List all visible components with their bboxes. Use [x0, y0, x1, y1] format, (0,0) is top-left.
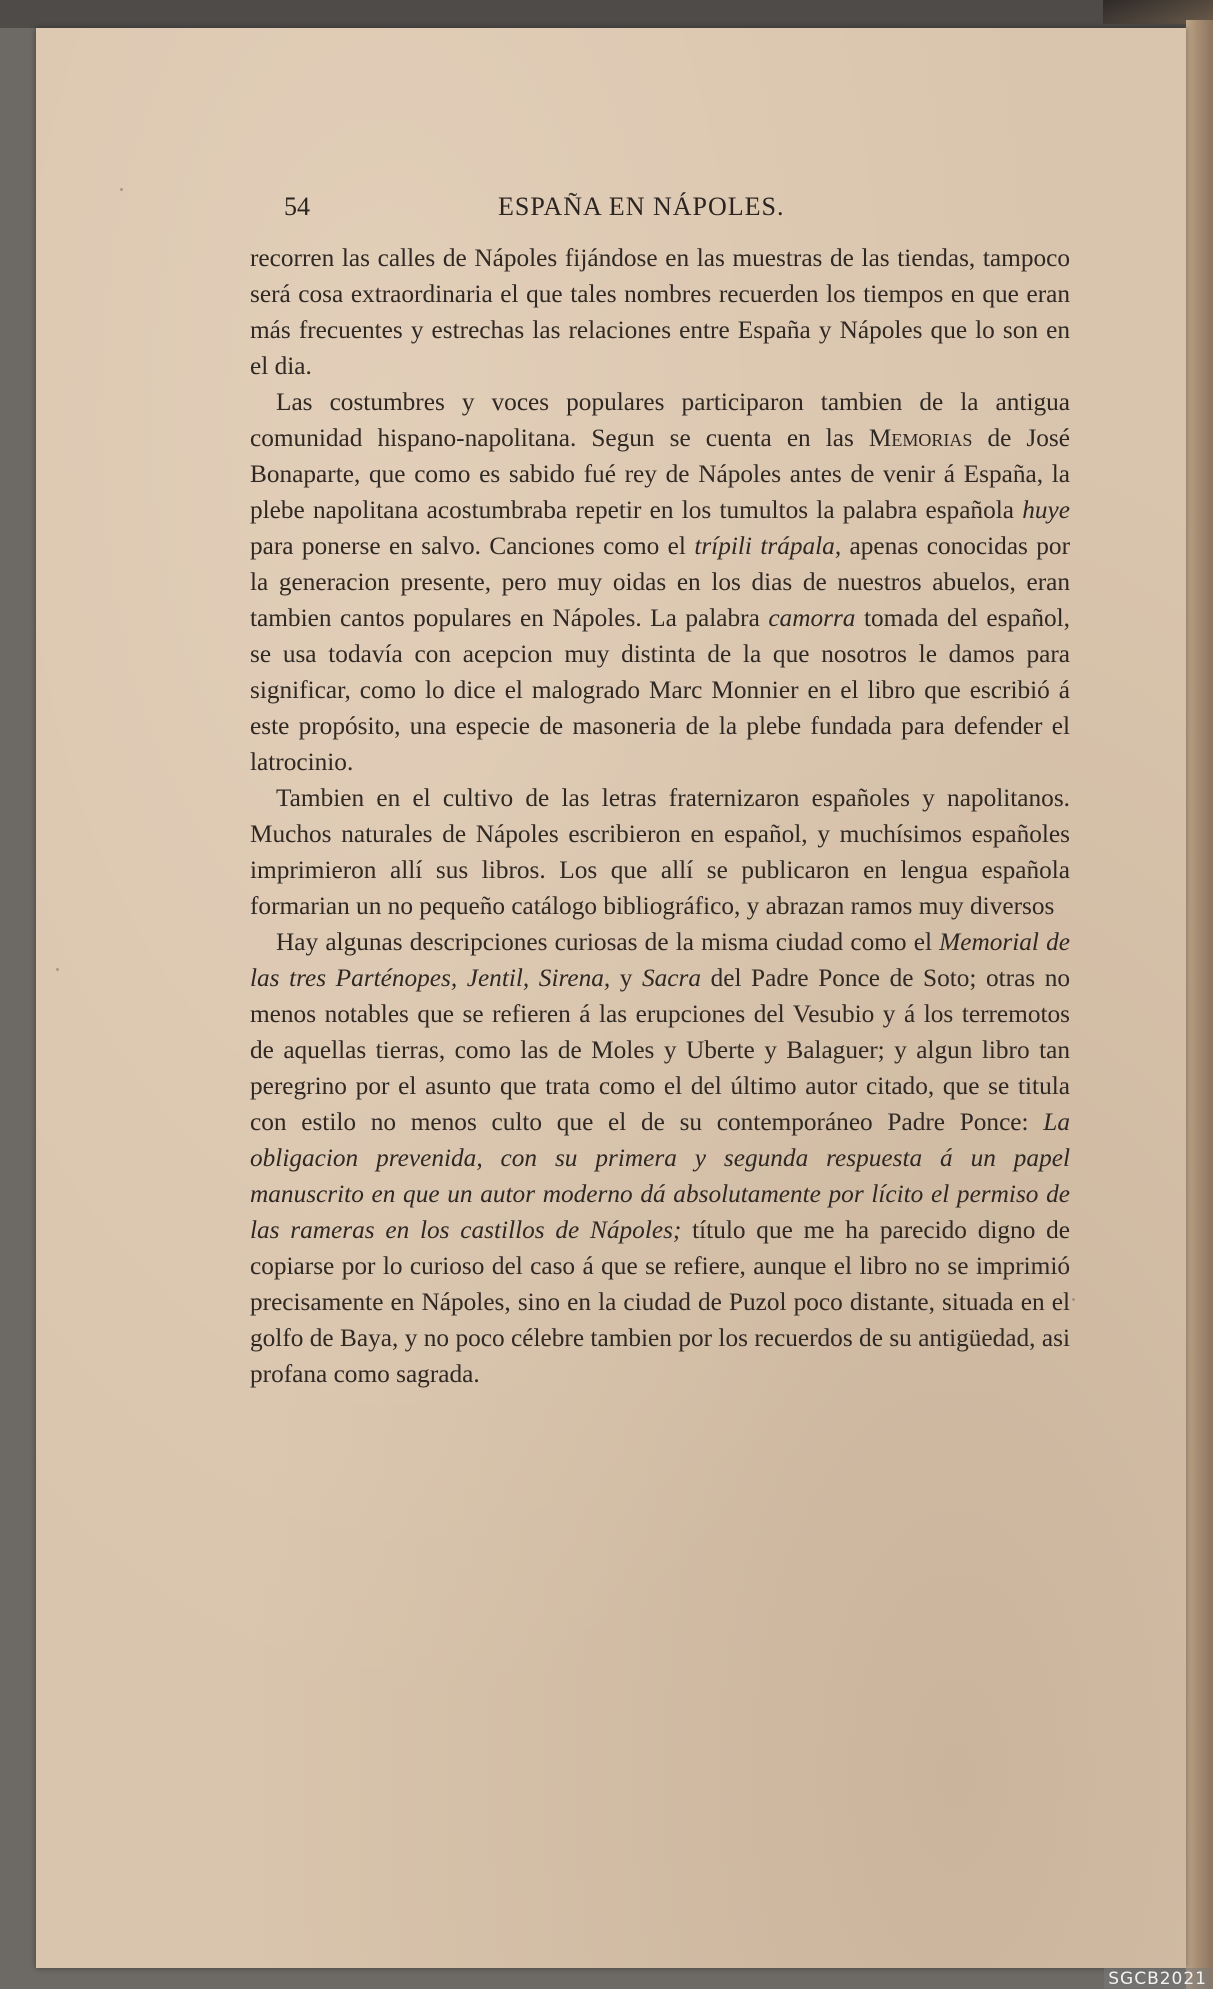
scan-background-top	[0, 0, 1213, 28]
page-number: 54	[284, 192, 310, 221]
archive-stamp: SGCB2021	[1104, 1968, 1211, 1989]
text-run: del Padre Ponce de Soto; otras no menos notables que se refieren á las erupciones del Vesubio y á los terremotos de aquellas tierras, como las de Moles y Uberte y Balaguer; y algun libro tan peregrino por el asunto que trata como el del último autor citado, que se titula con estilo no menos culto que el de su contemporáneo Padre Ponce:	[250, 964, 1070, 1136]
paragraph: Tambien en el cultivo de las letras fraternizaron españoles y napolitanos. Muchos naturales de Nápoles escribieron en español, y muchísimos españoles imprimieron allí sus libros. Los que allí se publicaron en lengua española formarian un no pequeño catálogo bibliográfico, y abrazan ramos muy diversos	[250, 784, 1070, 920]
paragraph	[250, 384, 1070, 780]
text-run: Hay algunas descripciones curiosas de la misma ciudad como el	[276, 928, 940, 956]
italic-text: camorra	[768, 604, 856, 632]
body-text	[250, 240, 1070, 1392]
italic-text: huye	[1022, 496, 1070, 524]
paper-speck	[1072, 1298, 1075, 1301]
text-run: apenas conocidas por la generacion presente, pero muy oidas en los dias de nuestros abuelos, eran tambien cantos populares en Nápoles. La palabra	[250, 532, 1071, 632]
italic-text: Memorial de las tres Parténopes, Jentil, Sirena,	[250, 928, 1070, 992]
text-run: para ponerse en salvo. Canciones como el	[250, 532, 695, 560]
text-run: de José Bonaparte, que como es sabido fué rey de Nápoles antes de venir á España, la plebe napolitana acostumbraba repetir en los tumultos la palabra española	[250, 424, 1070, 524]
text-run: tomada del español, se usa todavía con acepcion muy distinta de la que nosotros le damos para significar, como lo dice el malogrado Marc Monnier en el libro que escribió á este propósito, una especie de masoneria de la plebe fundada para defender el latrocinio.	[250, 604, 1070, 776]
small-caps-text: Memorias	[868, 424, 973, 452]
paragraph: recorren las calles de Nápoles fijándose en las muestras de las tiendas, tampoco será cosa extraordinaria el que tales nombres recuerden los tiempos en que eran más frecuentes y estrechas las relaciones entre España y Nápoles que lo son en el dia.	[250, 244, 1070, 380]
text-run: y	[610, 964, 642, 992]
paragraph	[250, 924, 1070, 1392]
paper-speck	[56, 968, 59, 971]
text-run: título que me ha parecido digno de copiarse por lo curioso del caso á que se refiere, aunque el libro no se imprimió precisamente en Nápoles, sino en la ciudad de Puzol poco distante, situada en el golfo de Baya, y no poco célebre tambien por los recuerdos de su antigüedad, asi profana como sagrada.	[250, 1216, 1070, 1388]
paper-speck	[120, 188, 123, 191]
text-run: Las costumbres y voces populares participaron tambien de la antigua comunidad hispano-napolitana. Segun se cuenta en las	[250, 388, 1070, 452]
italic-text: La obligacion prevenida, con su primera y segunda respuesta á un papel manuscrito en que un autor moderno dá absolutamente por lícito el permiso de las rameras en los castillos de Nápoles;	[250, 1108, 1070, 1244]
italic-text: Sacra	[642, 964, 702, 992]
italic-text: trípili trápala,	[694, 532, 842, 560]
running-title: ESPAÑA EN NÁPOLES.	[498, 192, 785, 221]
page-edge	[1186, 20, 1213, 1989]
page-header	[278, 192, 1038, 228]
